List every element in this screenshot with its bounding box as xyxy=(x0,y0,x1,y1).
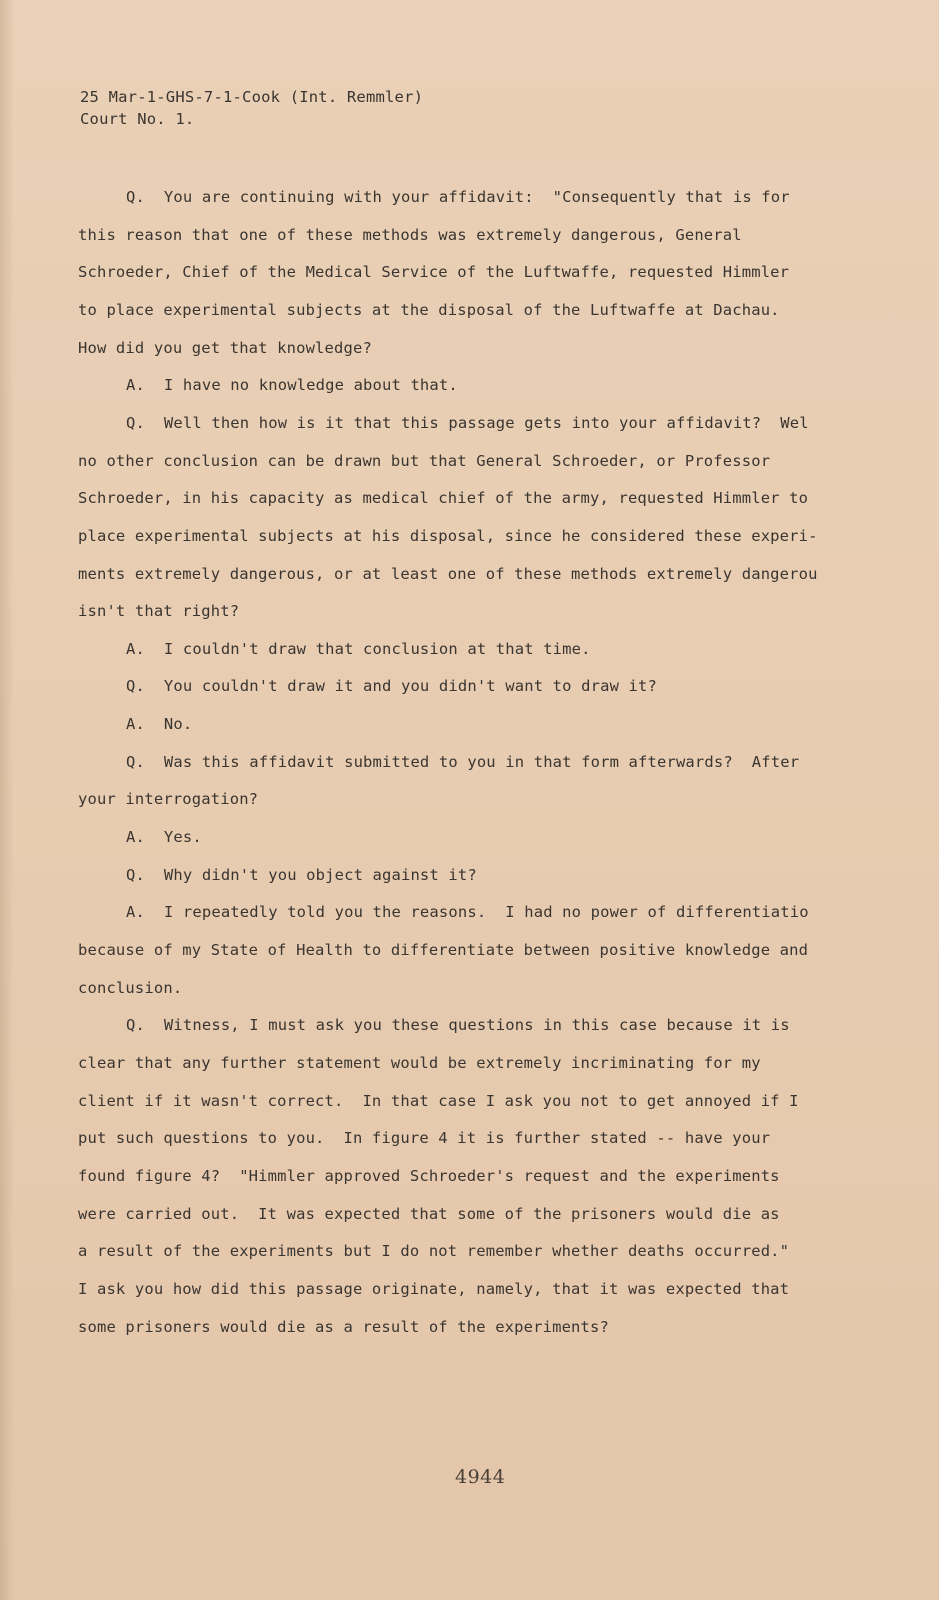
transcript-line: Q. Why didn't you object against it? xyxy=(126,865,477,884)
transcript-line: ments extremely dangerous, or at least one of these methods extremely dangerou xyxy=(78,564,818,583)
transcript-line: a result of the experiments but I do not remember whether deaths occurred." xyxy=(78,1242,790,1261)
header-court: Court No. 1. xyxy=(80,110,195,128)
transcript-line: this reason that one of these methods was extremely dangerous, General xyxy=(78,225,742,244)
transcript-line: clear that any further statement would be extremely incriminating for my xyxy=(78,1053,761,1072)
transcript-line: I ask you how did this passage originate, namely, that it was expected that xyxy=(78,1279,790,1298)
document-header xyxy=(80,86,423,130)
transcript-line: A. I repeatedly told you the reasons. I had no power of differentiatio xyxy=(126,903,809,922)
transcript-line: A. No. xyxy=(126,715,193,734)
transcript-line: isn't that right? xyxy=(78,602,240,621)
transcript-line: to place experimental subjects at the disposal of the Luftwaffe at Dachau. xyxy=(78,300,780,319)
transcript-line: found figure 4? "Himmler approved Schroeder's request and the experiments xyxy=(78,1166,780,1185)
header-reference: 25 Mar-1-GHS-7-1-Cook (Int. Remmler) xyxy=(80,88,424,106)
transcript-line: Q. Was this affidavit submitted to you in that form afterwards? After xyxy=(126,752,800,771)
transcript-line: Schroeder, in his capacity as medical chief of the army, requested Himmler to xyxy=(78,489,809,508)
transcript-line: put such questions to you. In figure 4 it is further stated -- have your xyxy=(78,1129,771,1148)
transcript-line: Schroeder, Chief of the Medical Service of the Luftwaffe, requested Himmler xyxy=(78,263,790,282)
transcript-line: Q. Witness, I must ask you these questions in this case because it is xyxy=(126,1016,790,1035)
transcript-line: How did you get that knowledge? xyxy=(78,338,372,357)
transcript-line: your interrogation? xyxy=(78,790,259,809)
page-number: 4944 xyxy=(455,1466,506,1488)
transcript-line: A. Yes. xyxy=(126,828,202,847)
transcript-line: A. I couldn't draw that conclusion at that time. xyxy=(126,639,591,658)
transcript-line: because of my State of Health to differentiate between positive knowledge and xyxy=(78,941,809,959)
transcript-line: Q. You couldn't draw it and you didn't want to draw it? xyxy=(126,677,657,696)
transcript-line: Q. You are continuing with your affidavit: "Consequently that is for xyxy=(126,188,790,206)
transcript-line: no other conclusion can be drawn but that General Schroeder, or Professor xyxy=(78,451,771,470)
transcript-line: Q. Well then how is it that this passage gets into your affidavit? Wel xyxy=(126,413,809,432)
transcript-line: were carried out. It was expected that some of the prisoners would die as xyxy=(78,1204,780,1223)
transcript-line: conclusion. xyxy=(78,978,183,997)
transcript-line: place experimental subjects at his disposal, since he considered these experi- xyxy=(78,526,818,545)
transcript-line: A. I have no knowledge about that. xyxy=(126,376,458,395)
transcript-line: some prisoners would die as a result of the experiments? xyxy=(78,1317,609,1336)
transcript-line: client if it wasn't correct. In that case I ask you not to get annoyed if I xyxy=(78,1091,799,1110)
